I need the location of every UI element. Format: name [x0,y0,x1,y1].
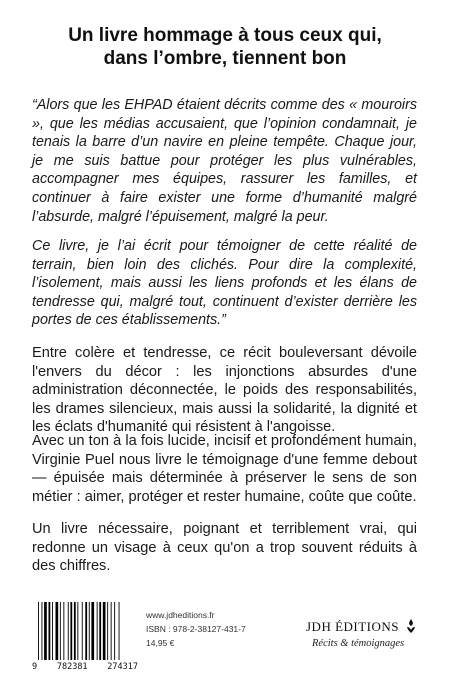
publisher-name: JDH ÉDITIONS [306,619,400,634]
back-cover-title [0,24,450,70]
quote-paragraph-2: Ce livre, je l’ai écrit pour témoigner de cette réalité de terrain, bien loin des clichés. Pour dire la complexité, l’isolement, mais aussi les liens profonds et les élans de tendresse qui, malgré tout, continuent d’exister derrière les portes de ces établissements.” [32,238,417,329]
publication-info [146,608,246,650]
barcode-digits [32,662,138,672]
collection-name: Récits & témoignages [312,638,405,649]
summary-paragraph-2: Avec un ton à la fois lucide, incisif et profondément humain, Virginie Puel nous livre le témoignage d'une femme debout — épuisée mais déterminée à préserver le sens de son métier : aimer, protéger et rester humaine, coûte que coûte. [32,433,417,505]
barcode-digit-first: 9 [32,662,38,672]
summary-paragraph-3: Un livre nécessaire, poignant et terriblement vrai, qui redonne un visage à ceux qu'on a trop souvent réduits à des chiffres. [32,521,417,575]
price: 14,95 € [146,638,175,648]
publisher-logo [306,618,424,635]
back-cover-footer [0,598,450,681]
barcode-group-2: 274317 [107,662,138,672]
quote-paragraph-1: “Alors que les EHPAD étaient décrits comme des « mouroirs », que les médias accusaient, que l’opinion condamnait, je tenais la barre d’un navire en pleine tempête. Chaque jour, je me suis battue pour protéger les plus vulnérables, accompagner mes équipes, rassurer les familles, et continuer à faire exister une forme d’humanité malgré l’absurde, malgré l’épuisement, malgré la peur. [32,97,417,225]
publisher-website: www.jdheditions.fr [146,610,215,620]
barcode-group-1: 782381 [56,662,88,672]
title-line-1: Un livre hommage à tous ceux qui, [68,25,382,46]
barcode-bars-icon [32,600,138,662]
isbn-barcode [32,600,138,680]
title-line-2: dans l’ombre, tiennent bon [103,48,347,69]
fleur-ornament-icon [405,618,417,634]
isbn-number: ISBN : 978-2-38127-431-7 [146,624,246,634]
summary-paragraph-1: Entre colère et tendresse, ce récit bouleversant dévoile l'envers du décor : les injonctions absurdes d'une administration déconnectée, le poids des responsabilités, les drames silencieux, mais aussi la solidarité, la dignité et les éclats d'humanité qui résistent à l'angoisse. [32,345,417,436]
